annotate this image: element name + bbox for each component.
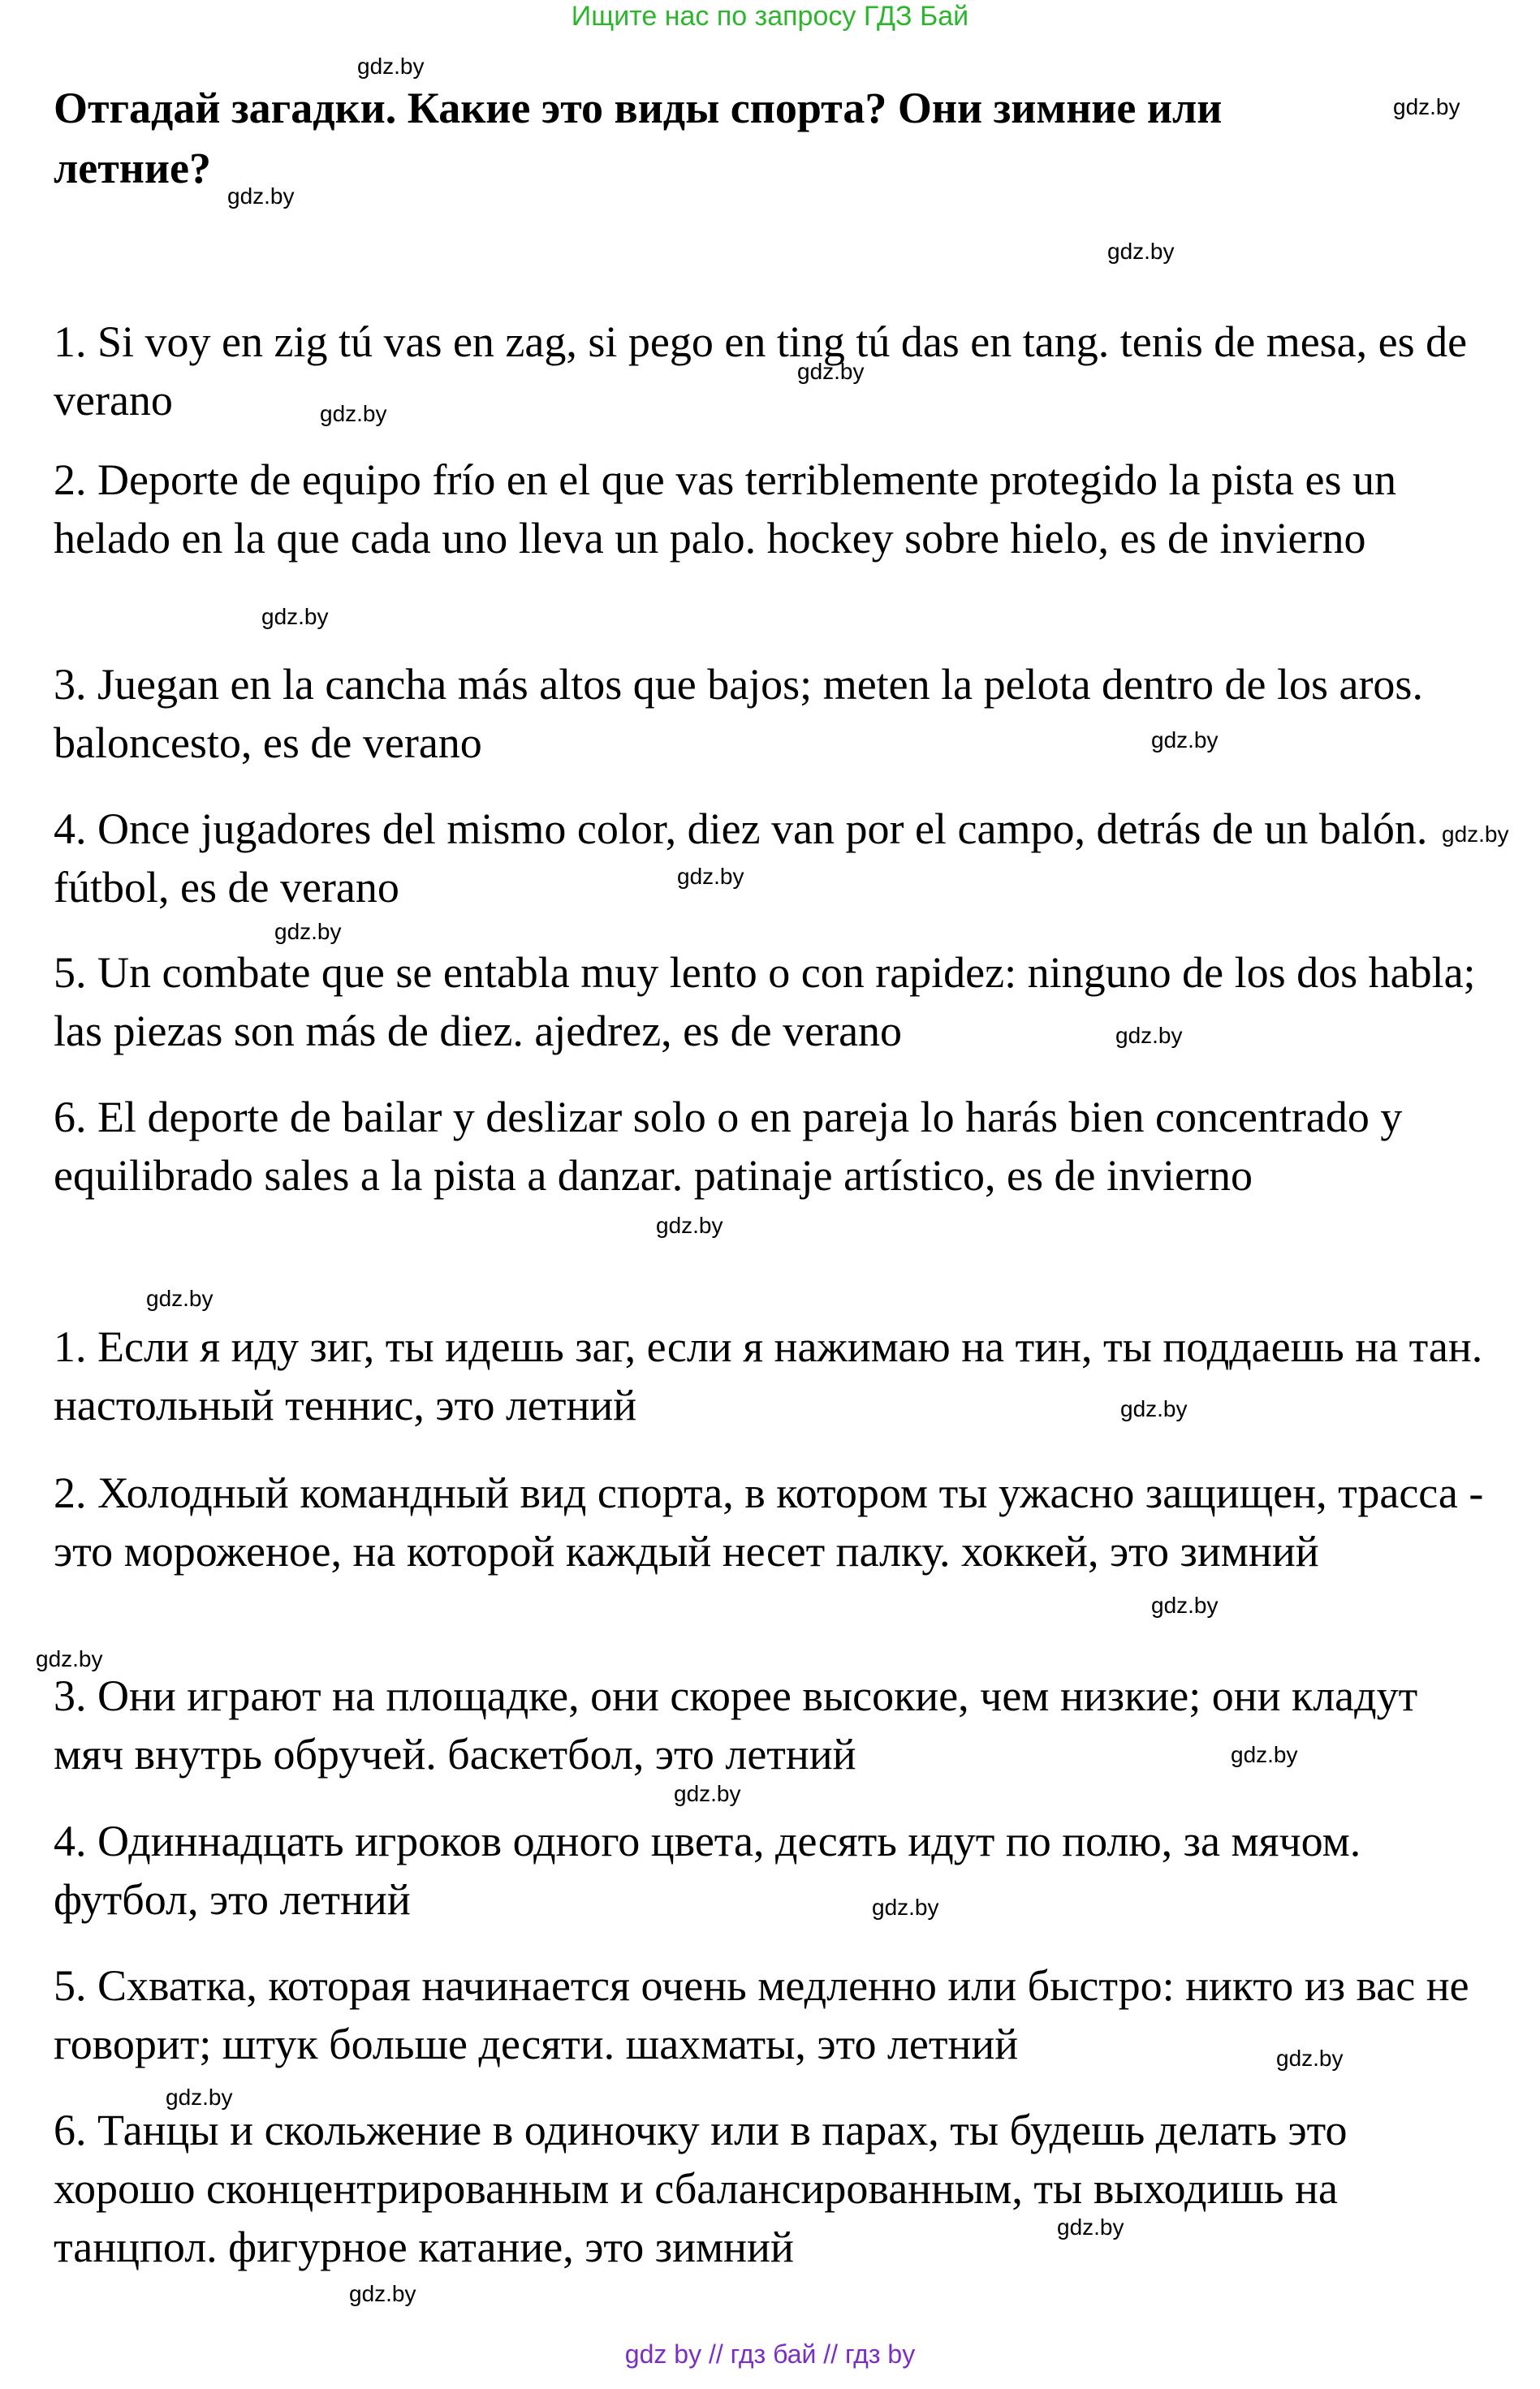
watermark: gdz.by bbox=[349, 2281, 416, 2306]
watermark: gdz.by bbox=[1120, 1396, 1188, 1421]
watermark: gdz.by bbox=[261, 604, 329, 629]
top-banner: Ищите нас по запросу ГДЗ Бай bbox=[571, 1, 969, 32]
spanish-answer-2: 2. Deporte de equipo frío en el que vas terriblemente protegido la pista es un helado en la que cada uno lleva un palo. hockey sobre hielo, es de invierno bbox=[54, 455, 1396, 563]
watermark: gdz.by bbox=[797, 359, 865, 384]
russian-answer-4: 4. Одиннадцать игроков одного цвета, десять идут по полю, за мячом. футбол, это летний bbox=[54, 1817, 1361, 1924]
watermark: gdz.by bbox=[1107, 239, 1175, 264]
watermark: gdz.by bbox=[656, 1213, 723, 1238]
watermark: gdz.by bbox=[357, 54, 425, 79]
watermark: gdz.by bbox=[1151, 727, 1219, 752]
watermark: gdz.by bbox=[1442, 821, 1509, 847]
russian-answer-1: 1. Если я иду зиг, ты идешь заг, если я нажимаю на тин, ты поддаешь на тан. настольный теннис, это летний bbox=[54, 1322, 1483, 1430]
spanish-answer-4: 4. Once jugadores del mismo color, diez van por el campo, detrás de un balón. fútbol, es de verano bbox=[54, 804, 1428, 912]
watermark: gdz.by bbox=[1057, 2214, 1124, 2240]
watermark: gdz.by bbox=[274, 919, 342, 944]
russian-answer-6: 6. Танцы и скольжение в одиночку или в парах, ты будешь делать это хорошо сконцентрированным и сбалансированным, ты выходишь на танцпол. фигурное катание, это зимний bbox=[54, 2106, 1348, 2271]
footer-links: gdz by // гдз бай // гдз by bbox=[624, 2339, 916, 2369]
watermark: gdz.by bbox=[146, 1286, 214, 1311]
watermark: gdz.by bbox=[1151, 1593, 1219, 1618]
watermark: gdz.by bbox=[674, 1781, 741, 1806]
spanish-answer-3: 3. Juegan en la cancha más altos que bajos; meten la pelota dentro de los aros. baloncesto, es de verano bbox=[54, 660, 1423, 767]
watermark: gdz.by bbox=[36, 1646, 103, 1671]
page-title: Отгадай загадки. Какие это виды спорта? Они зимние или летние? bbox=[54, 84, 1223, 192]
watermark: gdz.by bbox=[1231, 1742, 1298, 1767]
spanish-answer-5: 5. Un combate que se entabla muy lento o con rapidez: ninguno de los dos habla; las piezas son más de diez. ajedrez, es de verano bbox=[54, 948, 1476, 1055]
watermark: gdz.by bbox=[227, 183, 295, 209]
watermark: gdz.by bbox=[1393, 94, 1460, 119]
watermark: gdz.by bbox=[166, 2085, 233, 2110]
spanish-answer-6: 6. El deporte de bailar y deslizar solo o en pareja lo harás bien concentrado y equilibrado sales a la pista a danzar. patinaje artístico, es de invierno bbox=[54, 1093, 1403, 1200]
russian-answer-5: 5. Схватка, которая начинается очень медленно или быстро: никто из вас не говорит; штук больше десяти. шахматы, это летний bbox=[54, 1961, 1469, 2068]
russian-answer-2: 2. Холодный командный вид спорта, в котором ты ужасно защищен, трасса - это мороженое, на которой каждый несет палку. хоккей, это зимний bbox=[54, 1468, 1484, 1576]
watermark: gdz.by bbox=[1115, 1023, 1183, 1048]
russian-answer-3: 3. Они играют на площадке, они скорее высокие, чем низкие; они кладут мяч внутрь обручей. баскетбол, это летний bbox=[54, 1671, 1418, 1779]
watermark: gdz.by bbox=[320, 401, 387, 426]
watermark: gdz.by bbox=[872, 1895, 939, 1920]
spanish-answer-1: 1. Si voy en zig tú vas en zag, si pego en ting tú das en tang. tenis de mesa, es de verano bbox=[54, 317, 1468, 425]
watermark: gdz.by bbox=[677, 864, 744, 889]
watermark: gdz.by bbox=[1276, 2046, 1344, 2071]
